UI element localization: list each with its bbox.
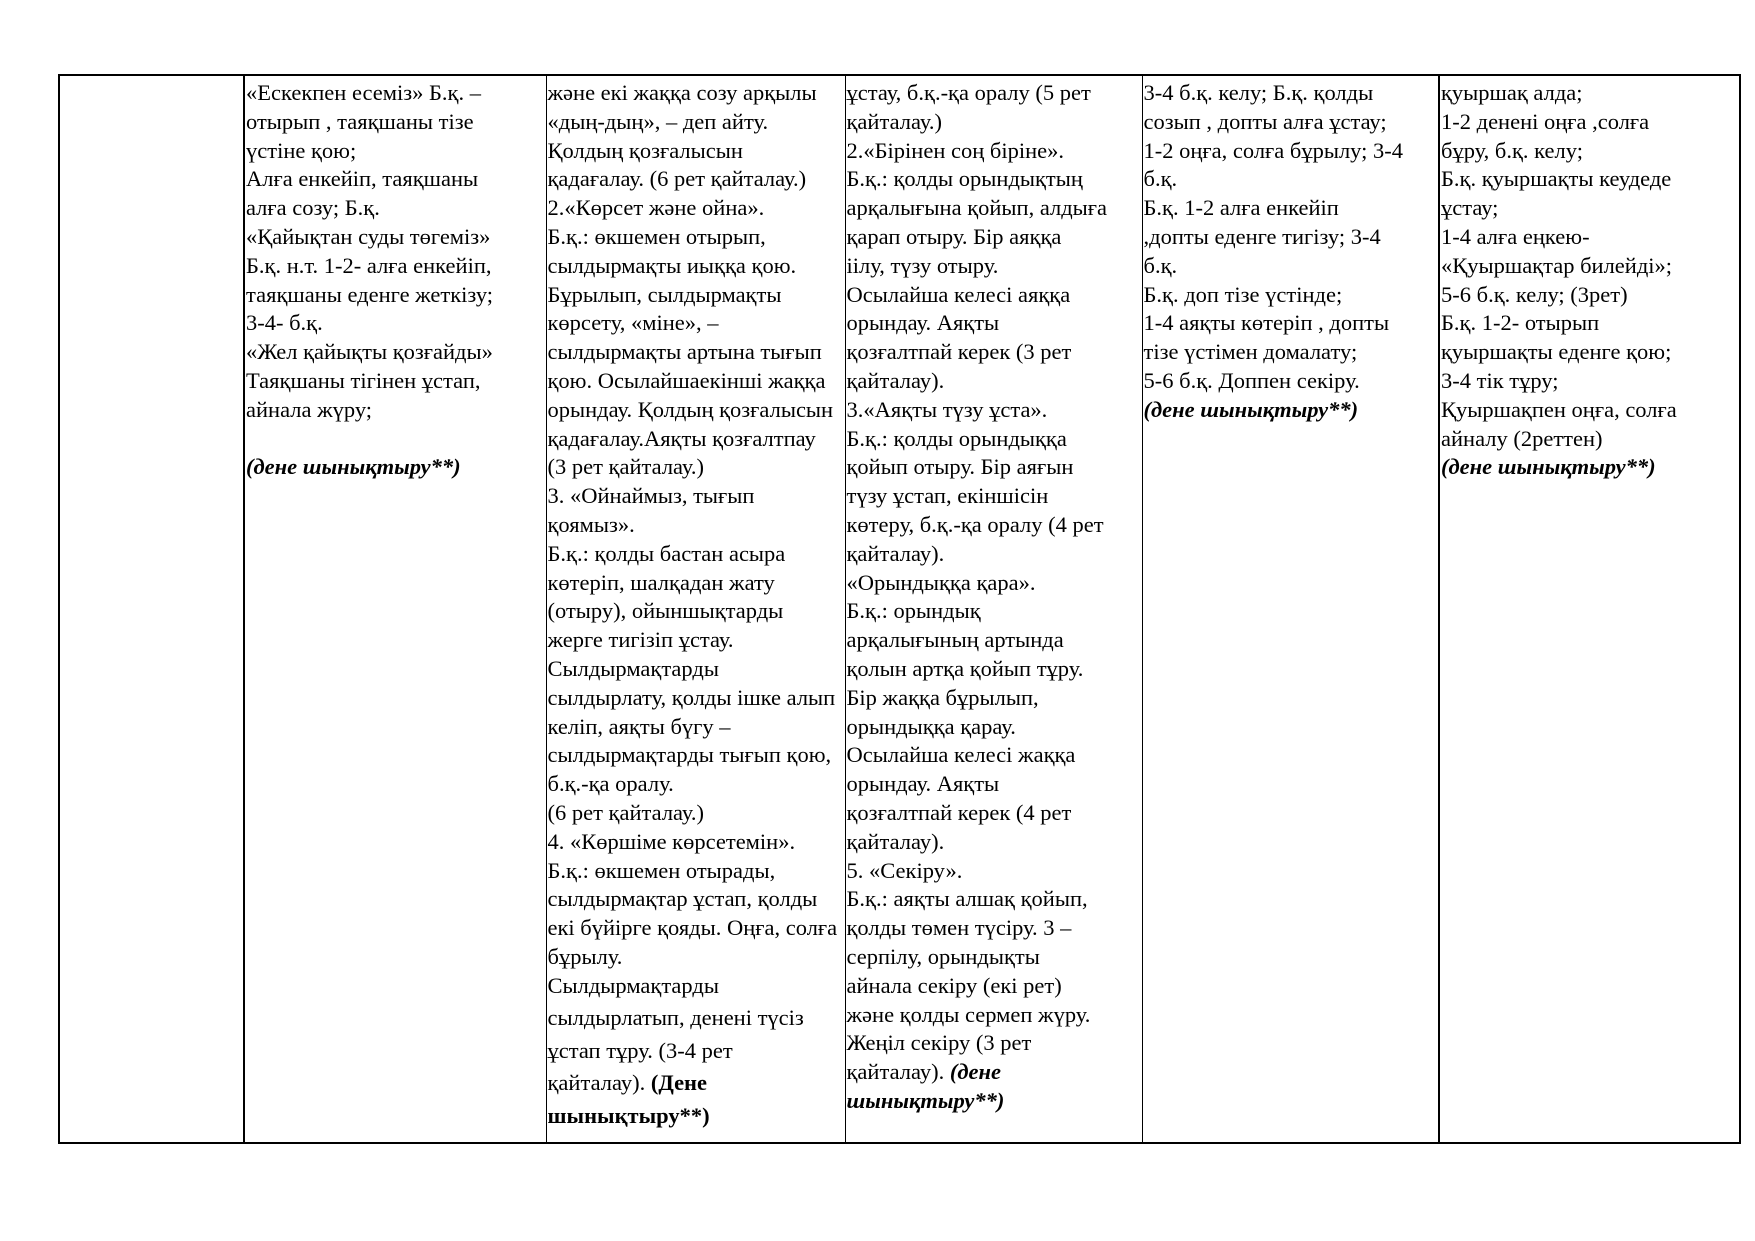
text-line [548,972,845,1005]
text-line-content: ұстап тұру. (3-4 рет [547,1037,733,1063]
text-line-content: (6 рет қайталау.) [547,799,705,825]
text-line-content: «Ескекпен есеміз» Б.қ. – [246,80,481,105]
text-line [1144,281,1439,310]
text-line-content: бұру, б.қ. келу; [1441,137,1583,163]
text-line-content: 3-4- б.қ. [246,310,323,336]
text-line-content: Б.қ.: қолды бастан асыра [547,540,786,566]
text-line-content: келіп, аяқты бүгу – [547,713,731,739]
text-line-content: айналу (2реттен) [1441,425,1603,451]
text-line-content: шынықтыру**) [547,1102,710,1128]
text-line [847,943,1142,972]
text-line [246,281,546,310]
text-line-content: сылдырлату, қолды ішке алып [547,684,836,710]
text-line [847,223,1142,252]
text-line [1441,338,1739,367]
text-line [1144,108,1439,137]
text-line [1144,252,1439,281]
text-line [548,252,845,281]
text-line [548,194,845,223]
text-line-content: 5-6 б.қ. келу; (3рет) [1441,281,1628,307]
text-line-content: айнала жүру; [246,396,373,422]
text-line [847,770,1142,799]
text-line-content: Алға енкейіп, таяқшаны [246,166,479,192]
text-line [246,108,546,137]
text-line [246,396,546,425]
text-line-content: Б.қ.: өкшемен отырып, [547,223,766,249]
text-line-content: қайталау.) [846,108,942,134]
text-line [847,972,1142,1001]
text-line [1144,309,1439,338]
text-line [548,1102,845,1135]
text-line-emphasis: (дене [949,1059,1001,1085]
text-line [847,1058,1142,1087]
text-line-content: ұстау, б.қ.-қа оралу (5 рет [846,80,1091,105]
text-line-content: қолды төмен түсіру. 3 – [846,915,1072,941]
text-line [548,482,845,511]
text-line-content: ұстау; [1441,195,1499,221]
text-line-content: ,допты еденге тигізу; 3-4 [1143,223,1381,249]
text-line [548,857,845,886]
text-line [847,1087,1142,1116]
text-line-content: алға созу; Б.қ. [246,195,380,221]
text-line [847,741,1142,770]
text-line [1144,396,1439,425]
table-cell-exercises-1 [244,75,546,1143]
text-line [1441,425,1739,454]
text-line-content: 4. «Көршіме көрсетемін». [547,828,796,854]
text-line-content: созып , допты алға ұстау; [1143,108,1387,134]
text-line [1441,223,1739,252]
text-line-content: 3-4 тік тұру; [1441,367,1559,393]
text-line [246,137,546,166]
text-line-content: қайталау). [846,540,945,566]
text-line-content: Б.қ.: өкшемен отырады, [547,857,776,883]
text-line-content: б.қ. [1143,166,1178,192]
text-line [548,338,845,367]
text-line-content: 3-4 б.қ. келу; Б.қ. қолды [1143,80,1374,105]
text-line-content: қарап отыру. Бір аяққа [846,223,1062,249]
text-line-content: қозғалтпай керек (4 рет [846,799,1072,825]
text-line-content: қадағалау.Аяқты қозғалтпау [547,425,816,451]
text-line [548,108,845,137]
text-line-content: қайталау). [846,1059,950,1085]
text-line [548,367,845,396]
text-line [1441,137,1739,166]
text-line [548,396,845,425]
text-line-content: Б.қ.: аяқты алшақ қойып, [846,886,1088,912]
text-line-content: (дене шынықтыру**) [1441,454,1656,480]
text-line [847,367,1142,396]
text-line-content: шынықтыру**) [846,1087,1005,1113]
text-line-content: сылдырмақтарды тығып қою, [547,742,832,768]
text-line [548,165,845,194]
text-line [548,713,845,742]
text-line-content: Б.қ.: орындық [846,598,981,624]
text-line [548,943,845,972]
text-line-content: «Қуыршақтар билейді»; [1441,252,1673,278]
text-line [548,684,845,713]
text-line [1144,223,1439,252]
text-line [1441,396,1739,425]
text-line-content: «Қайықтан суды төгеміз» [246,223,491,249]
text-line-content: 3.«Аяқты түзу ұста». [846,396,1048,422]
text-line [1441,165,1739,194]
text-line-content: орындау. Аяқты [846,310,1000,336]
text-line [1441,281,1739,310]
text-line [847,569,1142,598]
text-line-content: б.қ.-қа оралу. [547,771,674,797]
text-line-content: сылдырлатып, денені түсіз [547,1005,804,1031]
text-line [1441,252,1739,281]
text-line [548,511,845,540]
text-line-content: қозғалтпай керек (3 рет [846,339,1072,365]
text-line-content: арқалығына қойып, алдыға [846,195,1108,221]
text-line-content: қуыршақ алда; [1441,80,1583,105]
text-line [1441,79,1739,108]
text-line-content: Б.қ. қуыршақты кеудеде [1441,166,1672,192]
table-cell-empty [59,75,244,1143]
text-line [847,713,1142,742]
text-line [847,684,1142,713]
text-line [847,540,1142,569]
text-line-content: Осылайша келесі жаққа [846,742,1076,768]
text-line-content: (дене шынықтыру**) [1143,396,1359,422]
text-line-content: қуыршақты еденге қою; [1441,339,1672,365]
text-line-content: орындау. Аяқты [846,771,1000,797]
text-line [847,108,1142,137]
text-line-content: (дене шынықтыру**) [246,454,461,480]
text-line [246,453,546,482]
text-line [548,626,845,655]
text-line-content: қойып отыру. Бір аяғын [846,454,1074,480]
text-line-content: Сылдырмақтарды [547,972,719,998]
text-line-content: көтеріп, шалқадан жату [547,569,775,595]
text-line-content: Бір жаққа бұрылып, [846,684,1039,710]
text-line [548,281,845,310]
text-line-content: «Орындыққа қара». [846,569,1036,595]
text-line [1441,453,1739,482]
text-line [847,914,1142,943]
text-line [548,137,845,166]
text-line-content: түзу ұстап, екіншісін [846,483,1049,509]
text-line-content: тізе үстімен домалату; [1143,339,1358,365]
text-line-content: Б.қ. 1-2- отырып [1441,310,1600,336]
text-line-content: іілу, түзу отыру. [846,252,999,278]
text-line [847,137,1142,166]
text-line-content: көрсету, «міне», – [547,310,719,336]
text-line [1441,194,1739,223]
text-line [847,857,1142,886]
text-line [548,914,845,943]
text-line [1441,309,1739,338]
text-line-content: үстіне қою; [246,137,357,163]
text-line-content: Б.қ.: қолды орындыққа [846,425,1067,451]
text-line-content: б.қ. [1143,252,1178,278]
text-line-content: қою. Осылайшаекінші жаққа [547,367,826,393]
text-line [847,194,1142,223]
text-line [1441,367,1739,396]
text-line-content: Б.қ. доп тізе үстінде; [1143,281,1343,307]
text-line-content: (отыру), ойыншықтарды [547,598,784,624]
text-line-content: арқалығының артында [846,627,1064,653]
text-line-content: сылдырмақты артына тығып [547,339,822,365]
text-line-content: және қолды сермеп жүру. [846,1001,1091,1027]
text-line-content: отырып , таяқшаны тізе [246,108,474,134]
text-line-content: 1-2 денені оңға ,солға [1441,108,1650,134]
text-line [548,1004,845,1037]
text-line [548,1069,845,1102]
text-line-content: 2.«Бірінен соң біріне». [846,137,1064,163]
table-row [59,75,1740,1143]
text-line-content: екі бүйірге қояды. Оңға, солға [547,915,838,941]
text-line [1144,165,1439,194]
text-line-content: Б.қ. н.т. 1-2- алға енкейіп, [246,252,492,278]
text-line [1441,108,1739,137]
text-line-content: Сылдырмақтарды [547,655,719,681]
text-line [1144,367,1439,396]
text-line [548,569,845,598]
text-line-content: қайталау). [846,828,945,854]
text-line-content: (3 рет қайталау.) [547,454,705,480]
text-line [548,741,845,770]
text-line-content: 1-4 аяқты көтеріп , допты [1143,310,1390,336]
text-line [847,165,1142,194]
text-line-content: Қолдың қозғалысын [547,137,743,163]
text-line [548,828,845,857]
text-line-content: 1-2 оңға, солға бұрылу; 3-4 [1143,137,1403,163]
text-line-content: жерге тигізіп ұстау. [547,627,734,653]
text-line [548,425,845,454]
text-line-content: және екі жаққа созу арқылы [547,80,817,105]
text-line [847,626,1142,655]
text-line-content: Жеңіл секіру (3 рет [846,1030,1032,1056]
text-line-content: қоямыз». [547,511,635,537]
text-line-content: Таяқшаны тігінен ұстап, [246,367,481,393]
text-line-content: қайталау). [846,367,945,393]
text-line-content: сылдырмақты иыққа қою. [547,252,797,278]
text-line [847,597,1142,626]
text-line-content: көтеру, б.қ.-қа оралу (4 рет [846,511,1104,537]
text-line [847,511,1142,540]
text-line [847,799,1142,828]
text-line-content: Бұрылып, сылдырмақты [547,281,782,307]
text-line-content: бұрылу. [547,943,623,969]
text-line [246,165,546,194]
table-cell-exercises-2 [546,75,845,1143]
text-line [847,309,1142,338]
text-line-content: сылдырмақтар ұстап, қолды [547,886,818,912]
text-line [548,799,845,828]
text-line-content: таяқшаны еденге жеткізу; [246,281,494,307]
text-line [847,482,1142,511]
text-line [548,453,845,482]
text-line [246,223,546,252]
text-line [847,79,1142,108]
text-line [847,885,1142,914]
text-line [246,194,546,223]
text-line [1144,79,1439,108]
text-line-content: 5. «Секіру». [846,857,963,883]
text-line [1144,137,1439,166]
text-line [548,540,845,569]
text-line [246,425,546,454]
text-line [847,425,1142,454]
text-line [548,1037,845,1070]
table-cell-exercises-5 [1439,75,1740,1143]
text-line-content: Б.қ. 1-2 алға енкейіп [1143,195,1339,221]
text-line-content: 3. «Ойнаймыз, тығып [547,483,755,509]
text-line-content: айнала секіру (екі рет) [846,972,1062,998]
text-line-content: Қуыршақпен оңға, солға [1441,396,1677,422]
table-cell-exercises-3 [845,75,1142,1143]
text-line [847,1029,1142,1058]
text-line [847,1001,1142,1030]
text-line [847,281,1142,310]
text-line [246,309,546,338]
text-line-content: «Жел қайықты қозғайды» [246,339,493,365]
text-line [847,453,1142,482]
text-line [548,770,845,799]
text-line [847,252,1142,281]
text-line [548,309,845,338]
text-line-content: 2.«Көрсет және ойна». [547,195,765,221]
text-line-content: қадағалау. (6 рет қайталау.) [547,166,807,192]
table-cell-exercises-4 [1142,75,1439,1143]
text-line [847,655,1142,684]
text-line [548,223,845,252]
text-line-content: орындау. Қолдың қозғалысын [547,396,834,422]
text-line-content: қайталау). [547,1070,651,1096]
text-line-content: серпілу, орындықты [846,943,1040,969]
text-line [1144,338,1439,367]
text-line [847,338,1142,367]
text-line [246,79,546,108]
text-line [548,655,845,684]
text-line-content: 5-6 б.қ. Доппен секіру. [1143,367,1360,393]
text-line-content: Б.қ.: қолды орындықтың [846,166,1083,192]
text-line-content: орындыққа қарау. [846,713,1016,739]
text-line-content: «дың-дың», – деп айту. [547,108,769,134]
text-line [246,367,546,396]
text-line-content: Осылайша келесі аяққа [846,281,1071,307]
text-line [548,885,845,914]
text-line [246,338,546,367]
text-line-content: 1-4 алға еңкею- [1441,223,1590,249]
exercise-plan-table [58,74,1741,1144]
text-line [548,79,845,108]
text-line [847,828,1142,857]
text-line [246,252,546,281]
text-line [548,597,845,626]
text-line [847,396,1142,425]
text-line [1144,194,1439,223]
text-line-content: қолын артқа қойып тұру. [846,655,1084,681]
text-line-emphasis: (Дене [650,1070,708,1096]
